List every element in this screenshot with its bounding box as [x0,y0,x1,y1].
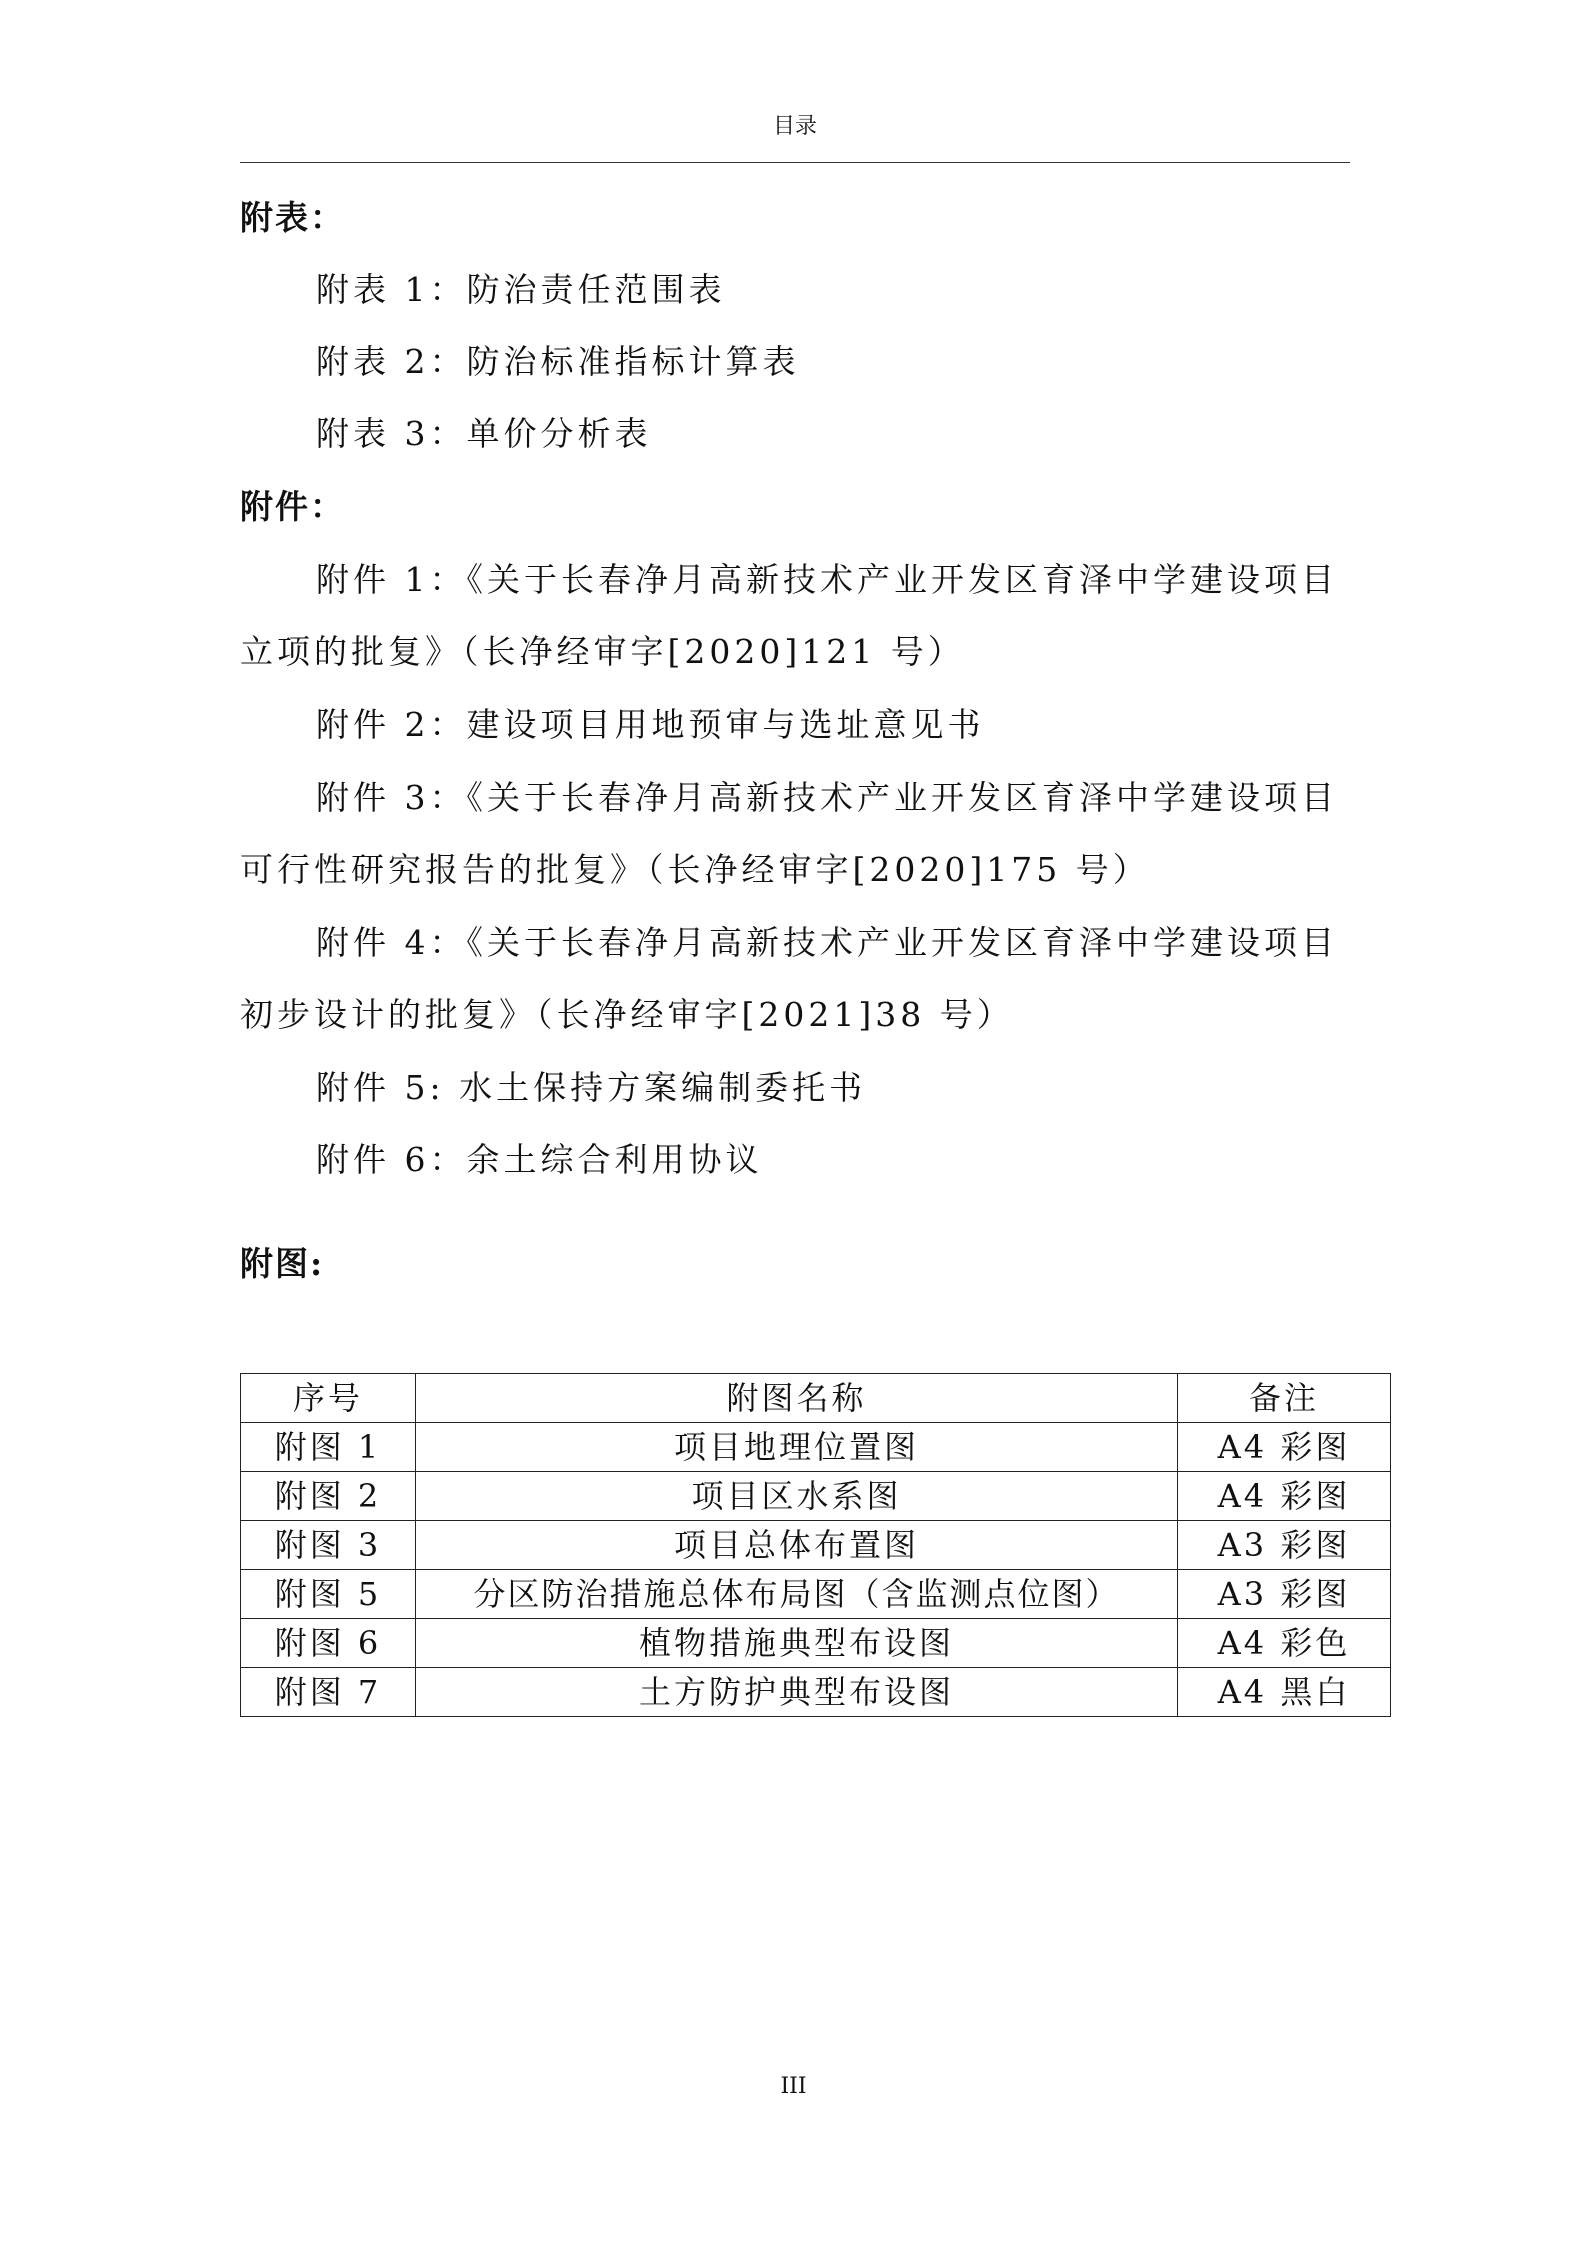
attachment-line: 附件 4：《关于长春净月高新技术产业开发区育泽中学建设项目 [316,923,1338,962]
column-header-index: 序号 [241,1374,416,1423]
attachment-line: 附件 6：余土综合利用协议 [316,1140,763,1179]
cell-index: 附图 3 [241,1521,416,1570]
section-heading-tables: 附表： [240,198,345,237]
table-row [241,1521,1391,1570]
table-header-row [241,1374,1391,1423]
section-heading-attachments: 附件： [240,487,345,526]
attachment-line: 附件 2：建设项目用地预审与选址意见书 [316,705,985,744]
figures-table [240,1373,1391,1717]
attachment-line: 附件 5: 水土保持方案编制委托书 [316,1068,867,1107]
cell-name: 土方防护典型布设图 [416,1668,1178,1717]
cell-note: A4 彩图 [1178,1423,1391,1472]
attachment-line: 初步设计的批复》（长净经审字[2021]38 号） [240,995,1014,1034]
table-row [241,1668,1391,1717]
table-item: 附表 1：防治责任范围表 [316,270,726,309]
attachment-line: 可行性研究报告的批复》（长净经审字[2020]175 号） [240,850,1150,889]
cell-index: 附图 5 [241,1570,416,1619]
attachment-line: 立项的批复》（长净经审字[2020]121 号） [240,632,965,671]
cell-index: 附图 1 [241,1423,416,1472]
attachment-line: 附件 1：《关于长春净月高新技术产业开发区育泽中学建设项目 [316,560,1338,599]
table-row [241,1472,1391,1521]
cell-index: 附图 7 [241,1668,416,1717]
cell-name: 项目地理位置图 [416,1423,1178,1472]
page-header: 目录 [772,114,817,139]
column-header-name: 附图名称 [416,1374,1178,1423]
attachment-line: 附件 3：《关于长春净月高新技术产业开发区育泽中学建设项目 [316,778,1338,817]
cell-index: 附图 2 [241,1472,416,1521]
cell-note: A3 彩图 [1178,1570,1391,1619]
column-header-note: 备注 [1178,1374,1391,1423]
cell-note: A4 彩图 [1178,1472,1391,1521]
cell-name: 项目区水系图 [416,1472,1178,1521]
table-row [241,1423,1391,1472]
cell-name: 植物措施典型布设图 [416,1619,1178,1668]
cell-note: A3 彩图 [1178,1521,1391,1570]
table-row [241,1570,1391,1619]
section-heading-figures: 附图: [240,1244,325,1283]
table-item: 附表 2：防治标准指标计算表 [316,342,800,381]
table-row [241,1619,1391,1668]
cell-name: 项目总体布置图 [416,1521,1178,1570]
cell-index: 附图 6 [241,1619,416,1668]
cell-name: 分区防治措施总体布局图（含监测点位图） [416,1570,1178,1619]
page-number: III [780,2074,807,2099]
table-item: 附表 3：单价分析表 [316,414,652,453]
cell-note: A4 黑白 [1178,1668,1391,1717]
cell-note: A4 彩色 [1178,1619,1391,1668]
header-rule [240,162,1350,163]
